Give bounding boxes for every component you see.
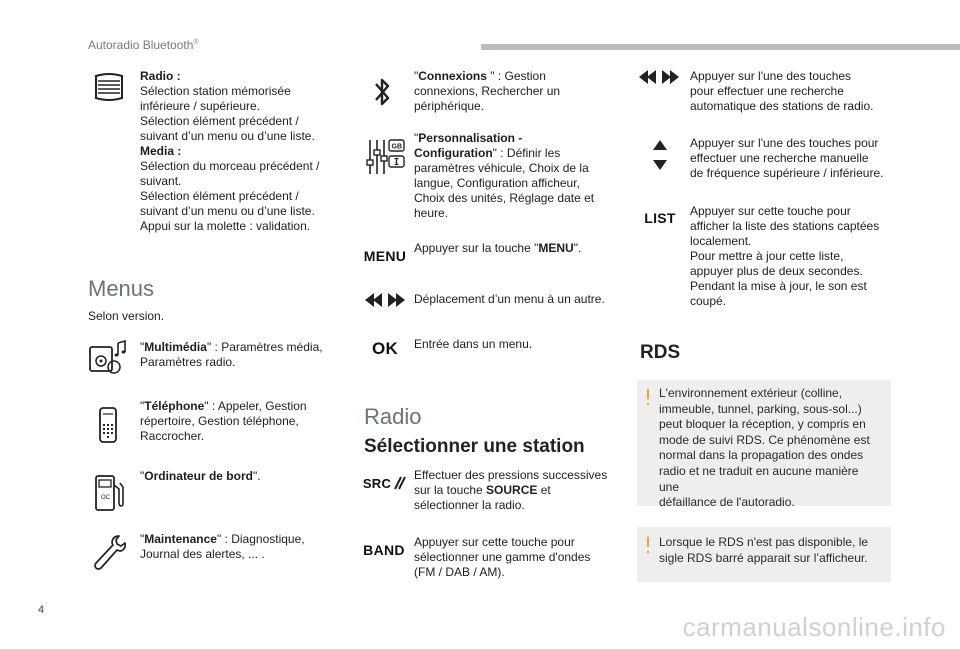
source-key-icon: SRC <box>362 472 408 494</box>
settings-sliders-gb-icon <box>364 136 406 178</box>
up-down-arrows-icon <box>650 138 670 172</box>
manual-search-description: Appuyer sur l'une des touches pour effectuer une recherche manuelle de fréquence supérieure / inférieure. <box>690 136 884 180</box>
selon-version: Selon version. <box>88 309 165 323</box>
left-right-arrows-icon <box>362 291 408 309</box>
source-description: Effectuer des pressions successives sur la touche SOURCE et sélectionner la radio. <box>414 468 608 512</box>
rds-info-box <box>637 380 891 510</box>
connexions-description: "Connexions " : Gestion connexions, Rechercher un périphérique. <box>414 69 561 113</box>
wrench-icon <box>90 532 128 572</box>
rds-unavailable-info-box <box>637 527 891 582</box>
radio-media-description: Radio : Sélection station mémorisée inférieure / supérieure. Sélection élément précédent / suivant d’un menu ou d’une liste. Media : Sélection du morceau précédent / suivant. Sélection élément précédent / suivant d’un menu ou d’une liste. Appui sur la molette : validation. <box>140 69 320 233</box>
list-key-icon: LIST <box>644 210 676 226</box>
telephone-description: "Téléphone" : Appeler, Gestion répertoire, Gestion téléphone, Raccrocher. <box>140 399 307 443</box>
steering-wheel-control-icon <box>92 70 126 104</box>
personnalisation-description: "Personnalisation - Configuration" : Définir les paramètres véhicule, Choix de la langue, Configuration afficheur, Choix des unités, Réglage date et heure. <box>414 131 595 220</box>
ok-key-icon: OK <box>371 339 399 358</box>
ok-key-description: Entrée dans un menu. <box>414 337 533 351</box>
info-marker <box>647 537 649 547</box>
rds-unavailable-text: Lorsque le RDS n'est pas disponible, le sigle RDS barré apparait sur l’afficheur. <box>659 535 869 565</box>
select-station-heading: Sélectionner une station <box>364 436 585 457</box>
list-description: Appuyer sur cette touche pour afficher la liste des stations captées localement. Pour mettre à jour cette liste, appuyer plus de deux secondes. Pendant la mise à jour, le son est coupé. <box>690 204 880 308</box>
rds-heading: RDS <box>640 342 681 363</box>
menu-key-icon: MENU <box>363 248 407 264</box>
telephone-icon <box>96 405 120 445</box>
svg-text:OC: OC <box>101 495 110 501</box>
maintenance-description: "Maintenance" : Diagnostique, Journal des alertes, ... . <box>140 532 305 561</box>
multimedia-description: "Multimédia" : Paramètres média, Paramètres radio. <box>140 340 323 369</box>
menus-heading: Menus <box>88 276 155 301</box>
menu-key-description: Appuyer sur la touche "MENU". <box>414 241 582 255</box>
info-marker <box>647 389 649 399</box>
band-description: Appuyer sur cette touche pour sélectionner une gamme d'ondes (FM / DAB / AM). <box>414 535 591 579</box>
watermark: carmanualsonline.info <box>682 612 946 642</box>
info-marker-dot <box>647 403 649 405</box>
multimedia-icon <box>88 338 128 376</box>
fuel-pump-icon <box>92 472 126 514</box>
header-bar <box>481 44 960 50</box>
seek-description: Appuyer sur l'une des touches pour effectuer une recherche automatique des stations de radio. <box>690 69 874 113</box>
rds-info-text: L'environnement extérieur (colline, immeuble, tunnel, parking, sous-sol...) peut bloquer la réception, y compris en mode de suivi RDS. Ce phénomène est normal dans la propagation des ondes radio et ne traduit en aucune manière une défaillance de l'autoradio. <box>659 386 870 510</box>
ordinateur-description: "Ordinateur de bord". <box>140 469 261 483</box>
running-header: Autoradio Bluetooth® <box>88 38 199 52</box>
arrows-description: Déplacement d’un menu à un autre. <box>414 292 605 306</box>
seek-arrows-icon <box>636 68 682 86</box>
radio-heading: Radio <box>364 404 422 429</box>
band-key-icon: BAND <box>363 542 405 558</box>
page-number: 4 <box>38 604 45 616</box>
info-marker-dot <box>647 551 649 553</box>
bluetooth-icon <box>370 74 394 110</box>
svg-text:GB: GB <box>391 143 402 151</box>
